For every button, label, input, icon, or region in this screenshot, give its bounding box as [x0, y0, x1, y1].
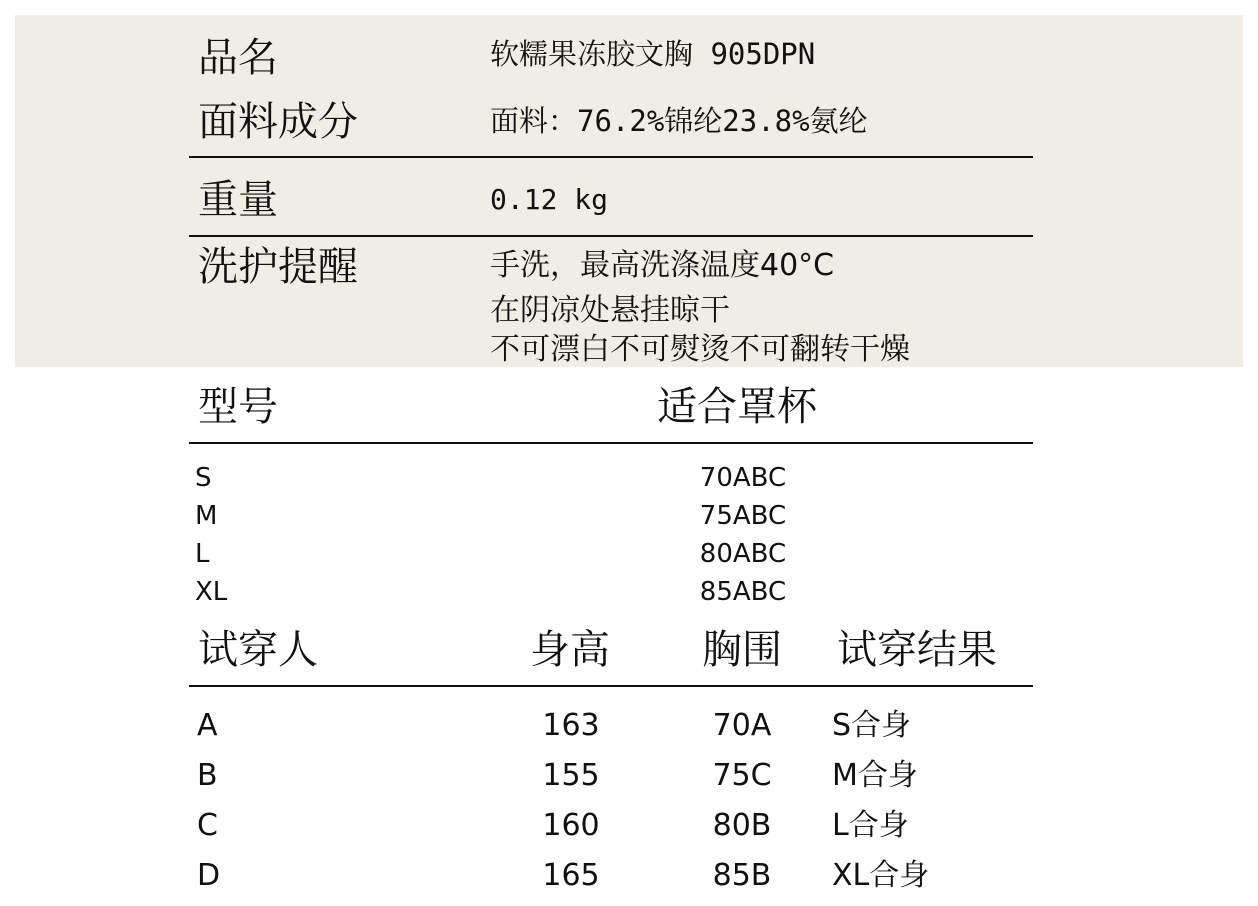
care-line: 不可漂白不可熨烫不可翻转干燥: [490, 332, 910, 367]
trial-height-cell: 163: [542, 708, 600, 743]
care-line: 在阴凉处悬挂晾干: [490, 293, 730, 328]
trial-header-result: 试穿结果: [837, 627, 997, 673]
trial-person-cell: D: [197, 858, 221, 893]
trial-height-cell: 155: [542, 758, 600, 793]
trial-bust-cell: 70A: [712, 708, 772, 743]
divider: [189, 156, 1033, 158]
care-line: 手洗，最高洗涤温度40°C: [490, 248, 835, 283]
trial-result-cell: S合身: [832, 708, 912, 743]
trial-bust-cell: 75C: [712, 758, 772, 793]
trial-person-cell: B: [197, 758, 218, 793]
trial-result-cell: XL合身: [832, 858, 930, 893]
trial-result-cell: M合身: [832, 758, 918, 793]
trial-person-cell: A: [197, 708, 218, 743]
size-table-header-size: 型号: [198, 384, 278, 430]
cup-cell: 80ABC: [699, 539, 787, 569]
divider: [189, 685, 1033, 687]
trial-header-bust: 胸围: [702, 627, 782, 673]
trial-height-cell: 160: [542, 808, 600, 843]
divider: [189, 235, 1033, 237]
product-name-label: 品名: [198, 35, 278, 81]
cup-cell: 75ABC: [699, 501, 787, 531]
size-table-header-cup: 适合罩杯: [657, 384, 817, 430]
weight-label: 重量: [198, 177, 278, 223]
cup-cell: 85ABC: [699, 577, 787, 607]
trial-result-cell: L合身: [832, 808, 909, 843]
trial-bust-cell: 80B: [712, 808, 772, 843]
trial-person-cell: C: [197, 808, 218, 843]
cup-cell: 70ABC: [699, 463, 787, 493]
product-name-value: 软糯果冻胶文胸 905DPN: [490, 37, 816, 71]
care-label: 洗护提醒: [198, 244, 358, 290]
fabric-value: 面料：76.2%锦纶23.8%氨纶: [490, 104, 868, 138]
trial-header-height: 身高: [530, 627, 610, 673]
trial-height-cell: 165: [542, 858, 600, 893]
weight-value: 0.12 kg: [490, 183, 609, 216]
size-cell: L: [195, 539, 210, 569]
size-cell: XL: [195, 577, 228, 607]
size-cell: S: [195, 463, 212, 493]
divider: [189, 442, 1033, 444]
fabric-label: 面料成分: [198, 99, 358, 145]
size-cell: M: [195, 501, 218, 531]
trial-bust-cell: 85B: [712, 858, 772, 893]
trial-header-person: 试穿人: [198, 627, 318, 673]
